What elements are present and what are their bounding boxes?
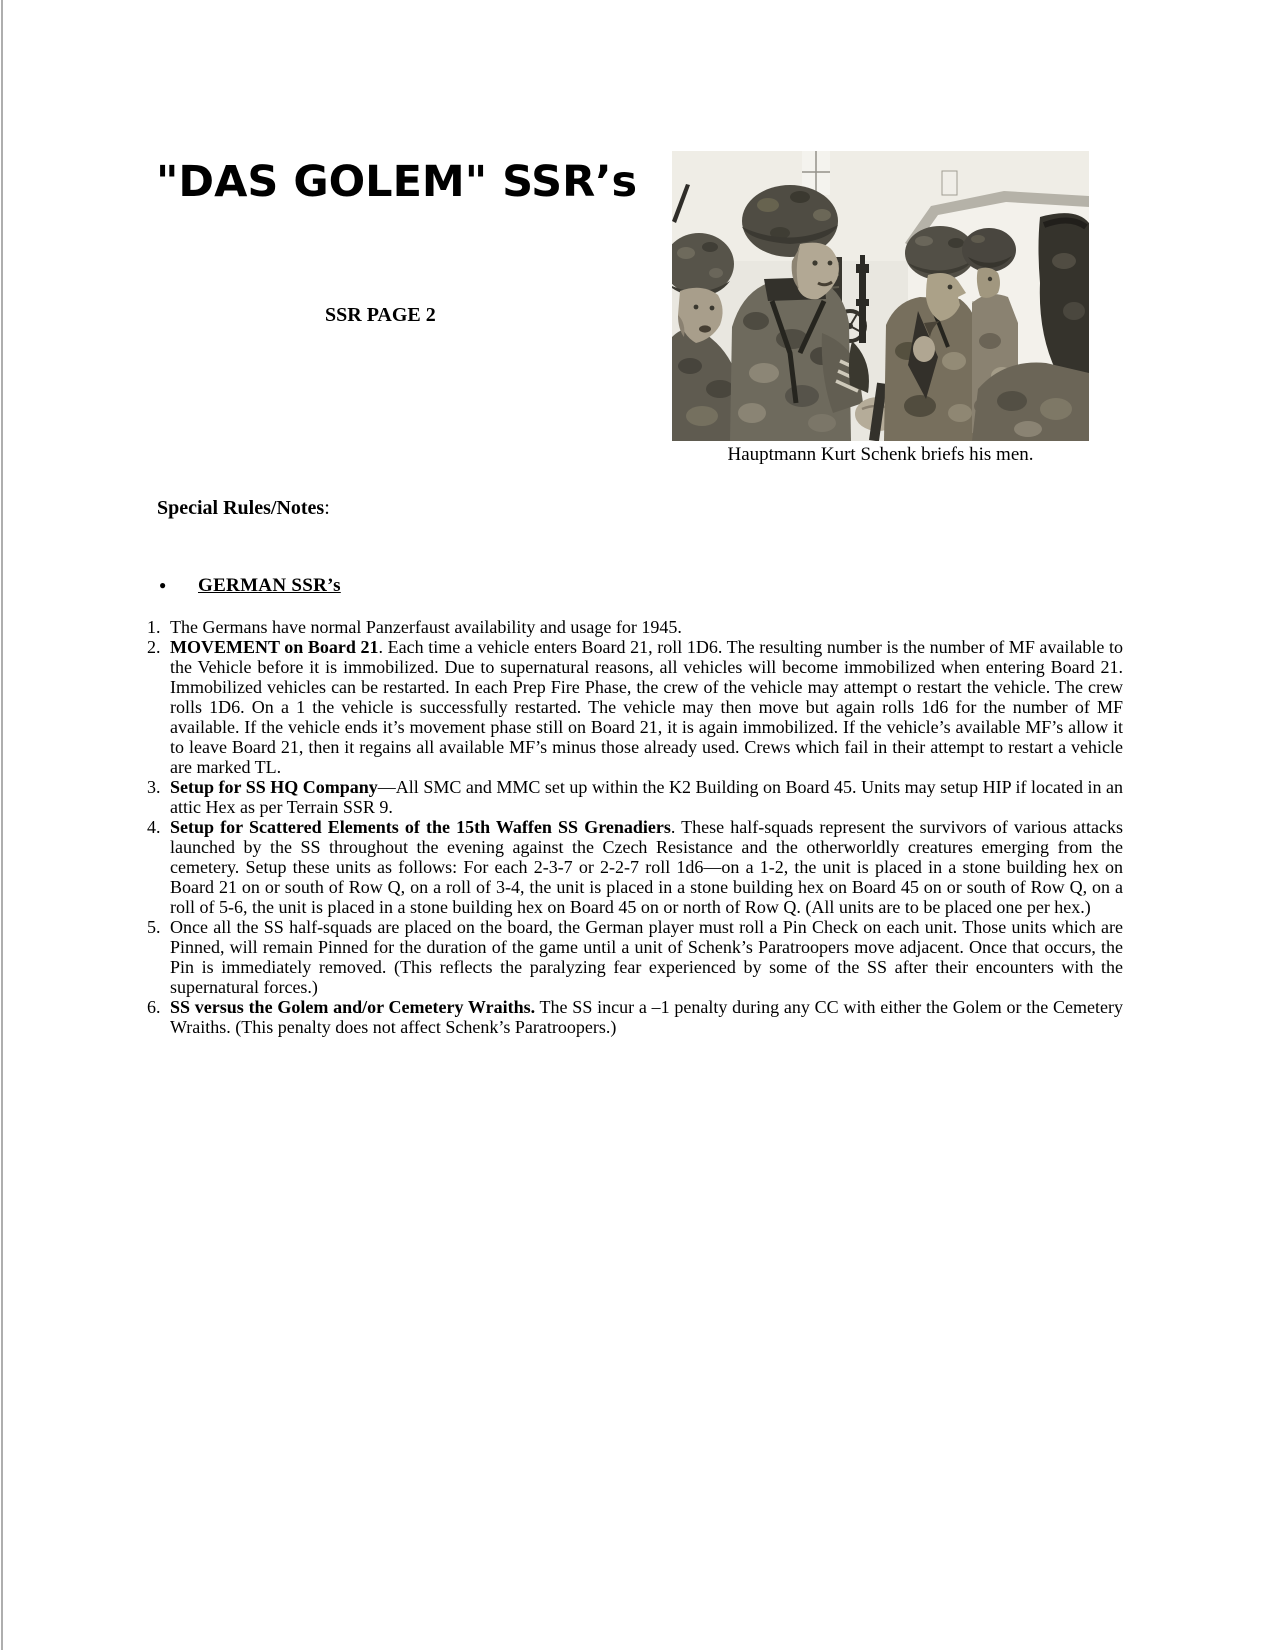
rule-number: 6.	[147, 997, 161, 1017]
rule-item-1	[147, 617, 1123, 637]
rule-item-6	[147, 997, 1123, 1037]
rule-text: The Germans have normal Panzerfaust availability and usage for 1945.	[170, 617, 682, 637]
rule-bold-lead: SS versus the Golem and/or Cemetery Wraiths.	[170, 997, 536, 1017]
rule-text: . Each time a vehicle enters Board 21, roll 1D6. The resulting number is the number of MF available to the Vehicle before it is immobilized. Due to supernatural reasons, all vehicles will become immobilized when entering Board 21. Immobilized vehicles can be restarted. In each Prep Fire Phase, the crew of the vehicle may attempt o restart the vehicle. The crew rolls 1D6. On a 1 the vehicle is successfully restarted. The vehicle may then move but again rolls 1d6 for the number of MF available. If the vehicle ends it’s movement phase still on Board 21, it is again immobilized. If the vehicle’s available MF’s allow it to leave Board 21, then it regains all available MF’s minus those already used. Crews which fail in their attempt to restart a vehicle are marked TL.	[170, 637, 1123, 777]
rule-bold-lead: Setup for SS HQ Company	[170, 777, 378, 797]
rule-number: 5.	[147, 917, 161, 937]
rule-number: 2.	[147, 637, 161, 657]
rule-item-3	[147, 777, 1123, 817]
soldiers-photo	[672, 151, 1089, 441]
bullet-icon: ●	[159, 578, 167, 592]
special-rules-heading-colon: :	[324, 497, 330, 519]
ssr-page-label: SSR PAGE 2	[325, 304, 436, 326]
rule-number: 4.	[147, 817, 161, 837]
rule-item-2	[147, 637, 1123, 777]
rule-text: . These half-squads represent the survivors of various attacks launched by the SS throughout the evening against the Czech Resistance and the otherworldly creatures emerging from the cemetery. Setup these units as follows: For each 2-3-7 or 2-2-7 roll 1d6—on a 1-2, the unit is placed in a stone building hex on Board 21 on or south of Row Q, on a roll of 3-4, the unit is placed in a stone building hex on Board 45 on or south of Row Q, on a roll of 5-6, the unit is placed in a stone building hex on Board 45 on or north of Row Q. (All units are to be placed one per hex.)	[170, 817, 1123, 917]
soldiers-photo-illustration	[672, 151, 1089, 441]
german-ssr-heading-row	[159, 574, 341, 597]
rule-number: 1.	[147, 617, 161, 637]
rule-bold-lead: Setup for Scattered Elements of the 15th Waffen SS Grenadiers	[170, 817, 671, 837]
special-rules-heading	[157, 497, 330, 520]
page-title: "DAS GOLEM" SSR’s	[156, 157, 638, 207]
rule-item-4	[147, 817, 1123, 917]
rule-text: Once all the SS half-squads are placed on the board, the German player must roll a Pin Check on each unit. Those units which are Pinned, will remain Pinned for the duration of the game until a unit of Schenk’s Paratroopers move adjacent. Once that occurs, the Pin is immediately removed. (This reflects the paralyzing fear experienced by some of the SS after their encounters with the supernatural forces.)	[170, 917, 1123, 997]
rules-list	[147, 617, 1123, 1037]
rule-bold-lead: MOVEMENT on Board 21	[170, 637, 379, 657]
special-rules-heading-text: Special Rules/Notes	[157, 497, 325, 519]
rule-item-5	[147, 917, 1123, 997]
scan-edge-line	[1, 0, 3, 1650]
rule-text: —All SMC and MMC set up within the K2 Building on Board 45. Units may setup HIP if located in an attic Hex as per Terrain SSR 9.	[170, 777, 1123, 817]
rule-number: 3.	[147, 777, 161, 797]
photo-caption: Hauptmann Kurt Schenk briefs his men.	[727, 444, 1034, 465]
german-ssr-heading: GERMAN SSR’s	[198, 575, 341, 596]
rule-text: The SS incur a –1 penalty during any CC with either the Golem or the Cemetery Wraiths. (This penalty does not affect Schenk’s Paratroopers.)	[170, 997, 1123, 1037]
